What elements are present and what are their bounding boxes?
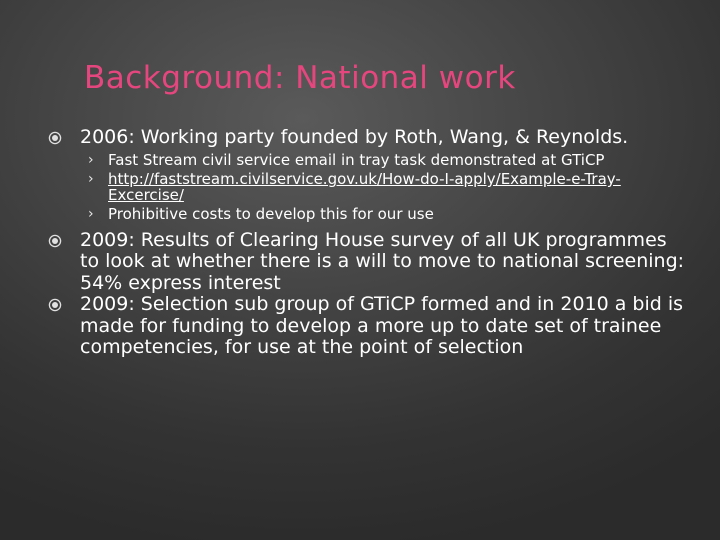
sub-bullet-list (86, 150, 688, 223)
slide-content (48, 127, 688, 359)
sub-bullet-item (86, 150, 688, 169)
slide-title: Background: National work (84, 60, 516, 96)
bullet-item (48, 230, 688, 295)
sub-bullet-item (86, 207, 688, 223)
circle-bullet-icon (48, 131, 62, 145)
bullet-item (48, 294, 688, 359)
circle-bullet-icon (48, 298, 62, 312)
sub-bullet-text: Prohibitive costs to develop this for our use (108, 205, 434, 223)
bullet-text: 2009: Results of Clearing House survey of all UK programmes to look at whether there is a will to move to national screening: 54% express interest (80, 228, 685, 294)
bullet-text: 2006: Working party founded by Roth, Wang, & Reynolds. (80, 126, 629, 148)
sub-bullet-text: Fast Stream civil service email in tray task demonstrated at GTiCP (108, 150, 605, 169)
faststream-link[interactable]: http://faststream.civilservice.gov.uk/How-do-I-apply/Example-e-Tray-Excercise/ (108, 170, 621, 204)
chevron-right-icon: › (88, 206, 94, 222)
chevron-right-icon: › (88, 151, 94, 168)
chevron-right-icon: › (88, 171, 94, 187)
sub-bullet-item (86, 172, 688, 203)
bullet-text: 2009: Selection sub group of GTiCP formed and in 2010 a bid is made for funding to develop a more up to date set of trainee competencies, for use at the point of selection (80, 293, 684, 358)
bullet-item (48, 127, 688, 149)
circle-bullet-icon (48, 234, 62, 248)
